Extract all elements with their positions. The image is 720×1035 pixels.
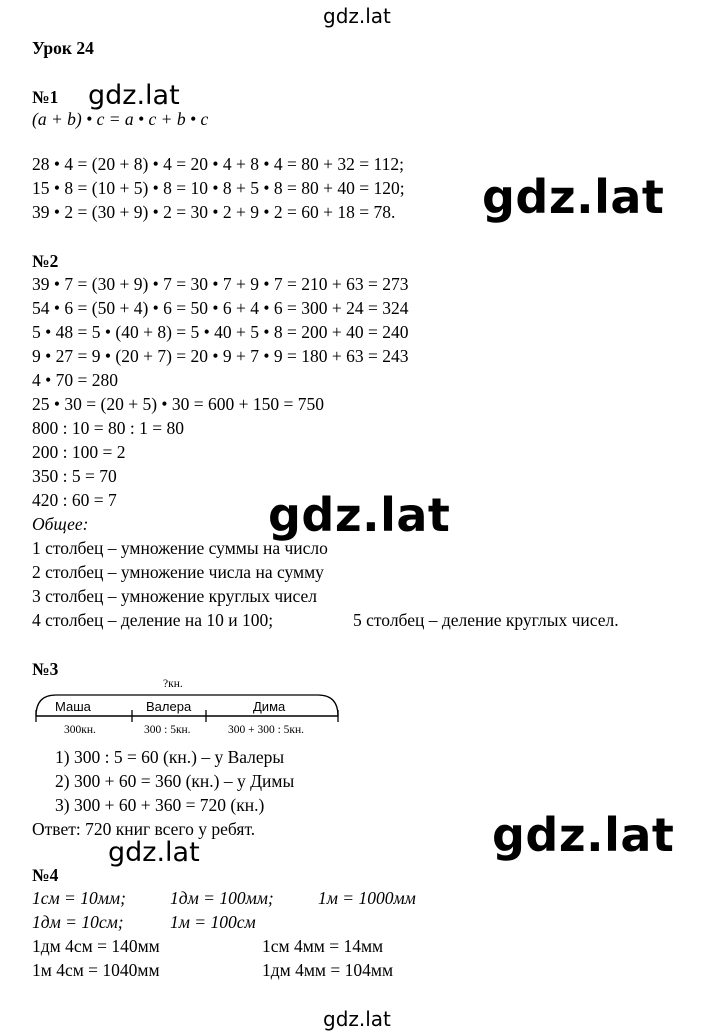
task3-step: 1) 300 : 5 = 60 (кн.) – у Валеры [55,747,285,767]
task4-unit: 1дм = 100мм; [170,888,274,908]
task2-column-note: 5 столбец – деление круглых чисел. [353,610,619,630]
task3-answer: Ответ: 720 книг всего у ребят. [32,819,256,839]
task1-heading: №1 [32,87,59,107]
task4-heading: №4 [32,865,59,885]
task2-line: 9 • 27 = 9 • (20 + 7) = 20 • 9 + 7 • 9 = 180 + 63 = 243 [32,346,409,366]
task2-line: 25 • 30 = (20 + 5) • 30 = 600 + 150 = 750 [32,394,325,414]
watermark-right-upper: gdz.lat [482,170,665,224]
task2-line: 200 : 100 = 2 [32,442,126,462]
task3-heading: №3 [32,659,59,679]
diagram-segment-label: Маша [55,699,91,714]
task2-general-label: Общее: [32,514,89,534]
task4-unit: 1дм = 10см; [32,912,124,932]
task2-column-note: 2 столбец – умножение числа на сумму [32,562,324,582]
watermark-middle: gdz.lat [268,488,451,542]
diagram-below-label: 300 : 5кн. [144,724,191,736]
task4-conversion: 1дм 4мм = 104мм [262,960,394,980]
watermark-top: gdz.lat [323,4,391,28]
watermark-right-lower: gdz.lat [492,808,675,862]
task1-line: 28 • 4 = (20 + 8) • 4 = 20 • 4 + 8 • 4 = 80 + 32 = 112; [32,154,404,174]
task2-line: 350 : 5 = 70 [32,466,117,486]
task4-conversion: 1см 4мм = 14мм [262,936,384,956]
task2-line: 4 • 70 = 280 [32,370,118,390]
watermark-task1: gdz.lat [88,80,180,111]
diagram-segment-label: Дима [253,699,286,714]
lesson-title: Урок 24 [32,38,94,58]
task2-line: 800 : 10 = 80 : 1 = 80 [32,418,184,438]
task3-step: 3) 300 + 60 + 360 = 720 (кн.) [55,795,265,815]
task2-line: 5 • 48 = 5 • (40 + 8) = 5 • 40 + 5 • 8 = 200 + 40 = 240 [32,322,409,342]
task1-line: 39 • 2 = (30 + 9) • 2 = 30 • 2 + 9 • 2 = 60 + 18 = 78. [32,202,396,222]
diagram-segment-label: Валера [146,699,192,714]
task4-unit: 1см = 10мм; [32,888,126,908]
task2-heading: №2 [32,251,59,271]
diagram-total-label: ?кн. [163,678,183,690]
watermark-task4: gdz.lat [108,837,200,868]
task4-unit: 1м = 1000мм [318,888,416,908]
task1-formula: (a + b) • c = a • c + b • c [32,109,209,129]
task2-column-note: 1 столбец – умножение суммы на число [32,538,328,558]
task2-line: 54 • 6 = (50 + 4) • 6 = 50 • 6 + 4 • 6 = 300 + 24 = 324 [32,298,409,318]
diagram-below-label: 300 + 300 : 5кн. [228,724,305,736]
task2-column-note: 3 столбец – умножение круглых чисел [32,586,317,606]
task4-unit: 1м = 100см [170,912,256,932]
task3-step: 2) 300 + 60 = 360 (кн.) – у Димы [55,771,295,791]
task4-conversion: 1м 4см = 1040мм [32,960,160,980]
task2-line: 420 : 60 = 7 [32,490,117,510]
task2-line: 39 • 7 = (30 + 9) • 7 = 30 • 7 + 9 • 7 = 210 + 63 = 273 [32,274,409,294]
task1-line: 15 • 8 = (10 + 5) • 8 = 10 • 8 + 5 • 8 = 80 + 40 = 120; [32,178,405,198]
task2-column-note: 4 столбец – деление на 10 и 100; [32,610,274,630]
watermark-bottom: gdz.lat [323,1007,391,1031]
diagram-below-label: 300кн. [64,724,96,736]
task4-conversion: 1дм 4см = 140мм [32,936,160,956]
